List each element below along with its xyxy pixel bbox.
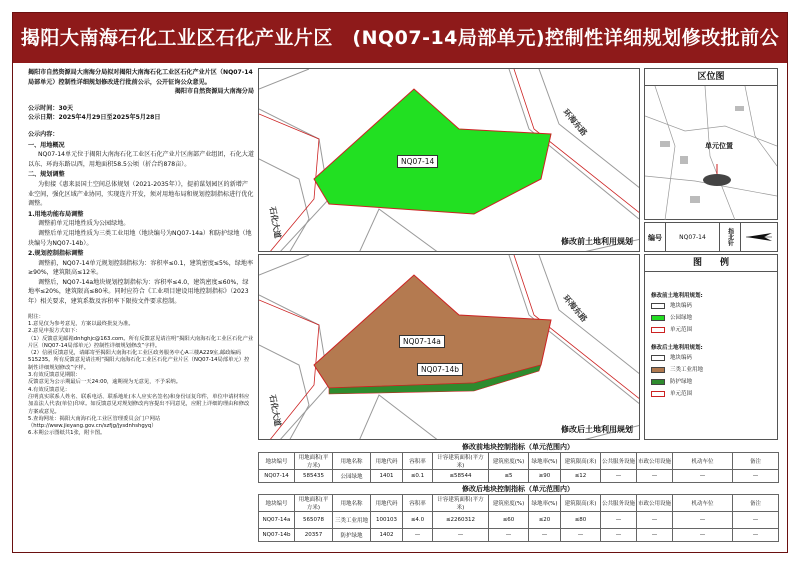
legend-label: 单元范围 <box>670 391 693 397</box>
table-header-row <box>259 495 779 512</box>
table-cell: 585435 <box>295 470 333 483</box>
table-cell: — <box>529 529 561 542</box>
column-header: 市政公用设施 <box>637 453 673 470</box>
section-1-text: NQ07-14单元位于揭阳大南海石化工业区石化产业片区南部产业组团，石化大道以东、环海东路以西，用地面积58.5公顷（折合约878亩）。 <box>28 151 254 168</box>
parcel-tag-after-b: NQ07-14b <box>417 363 463 376</box>
section-2-title: 二、规划调整 <box>28 171 65 179</box>
table-cell: — <box>433 529 489 542</box>
map-after-drawing <box>259 255 640 440</box>
legend-label: 防护绿地 <box>670 379 693 385</box>
note-item: 1.意见仅为参考意见，方案以最终批复为准。 <box>28 320 134 327</box>
table-cell: 1401 <box>371 470 403 483</box>
table-cell: 三类工业用地 <box>333 512 371 529</box>
notice-issuer: 揭阳市自然资源局大南海分局 <box>174 88 254 96</box>
table-after <box>258 494 779 542</box>
legend-label: 单元范围 <box>670 327 693 333</box>
column-header: 容积率 <box>403 495 433 512</box>
section-2-text: 为衔接《惠来县国土空间总体规划（2021-2035年）》，提前谋划园区的新增产业空间，强化区域产业协同，实现连片开发，须对用地布局和规划控制指标进行优化调整。 <box>28 180 254 208</box>
table-header-row <box>259 453 779 470</box>
section-2-1-a: 调整前单元用地性质为公园绿地。 <box>38 220 130 228</box>
table-row <box>259 512 779 529</box>
column-header: 容积率 <box>403 453 433 470</box>
note-item: 注明真实联系人姓名、联系电话、联系地址(本人应实名签名)和身份证复印件，单位申请材料应加盖法人代表(单位)印章。如反馈意见对规划修改内容提出不同意见，应附上详细的理由和修改方案或意见。 <box>28 393 250 415</box>
table-cell: — <box>733 529 779 542</box>
note-item: 3.有效反馈意见期限： <box>28 372 81 379</box>
section-2-2-a: 调整前，NQ07-14单元规划控制指标为：容积率≤0.1，建筑密度≤5%，绿地率≥90%，建筑限高≤12米。 <box>28 259 254 277</box>
column-header: 公共服务设施 <box>601 495 637 512</box>
road-label-east: 环海东路 <box>561 293 589 324</box>
map-before <box>258 68 640 252</box>
legend-before-title: 修改前土地利用规划: <box>651 293 703 299</box>
table-cell: NQ07-14b <box>259 529 295 542</box>
table-cell: ≤5 <box>489 470 529 483</box>
parcel-tag-after-a: NQ07-14a <box>399 335 445 348</box>
section-1-title: 一、用地概况 <box>28 141 65 149</box>
table-cell: 100103 <box>371 512 403 529</box>
legend-swatch <box>651 327 665 333</box>
column-header: 建筑限高(米) <box>561 453 601 470</box>
legend-item <box>651 364 776 376</box>
column-header: 绿地率(%) <box>529 453 561 470</box>
column-header: 公共服务设施 <box>601 453 637 470</box>
column-header: 建筑密度(%) <box>489 495 529 512</box>
table-cell: — <box>733 512 779 529</box>
table-cell: NQ07-14 <box>259 470 295 483</box>
column-header: 机动车位 <box>673 495 733 512</box>
column-header: 机动车位 <box>673 453 733 470</box>
table-cell: — <box>601 529 637 542</box>
table-cell: 公园绿地 <box>333 470 371 483</box>
legend-swatch <box>651 355 665 361</box>
location-map <box>645 86 777 220</box>
north-arrow-icon <box>741 227 777 247</box>
column-header: 地块编号 <box>259 495 295 512</box>
column-header: 市政公用设施 <box>637 495 673 512</box>
table-cell: — <box>733 470 779 483</box>
legend-label: 三类工业用地 <box>670 367 704 373</box>
table-before-caption: 修改前地块控制指标（单元范围内） <box>462 443 574 451</box>
legend-item <box>651 324 776 336</box>
legend-list <box>651 290 776 400</box>
info-key-code: 编号 <box>645 223 666 251</box>
column-header: 用地面积(平方米) <box>295 495 333 512</box>
table-cell: — <box>637 470 673 483</box>
column-header: 建筑密度(%) <box>489 453 529 470</box>
legend-item <box>651 352 776 364</box>
table-cell: — <box>601 512 637 529</box>
table-cell: — <box>637 512 673 529</box>
info-row <box>644 222 778 252</box>
column-header: 绿地率(%) <box>529 495 561 512</box>
legend-swatch <box>651 379 665 385</box>
info-value-code: NQ07-14 <box>666 223 720 251</box>
unit-position-label: 单元位置 <box>705 142 733 150</box>
legend-label: 公园绿地 <box>670 315 693 321</box>
table-cell: NQ07-14a <box>259 512 295 529</box>
table-cell: — <box>561 529 601 542</box>
section-2-1-title: 1.用地功能布局调整 <box>28 210 84 218</box>
table-cell: ≤4.0 <box>403 512 433 529</box>
table-cell: ≤2260312 <box>433 512 489 529</box>
table-cell: 1402 <box>371 529 403 542</box>
column-header: 计容建筑面积(平方米) <box>433 495 489 512</box>
note-item: （2）信函反馈意见，请邮寄至揭阳大南海石化工业区政务服务中心A三楼A229室,邮政编码515235。所有反馈意见请注明“揭阳大南海石化工业区石化产业片区（NQ07-14局部单元）控制性详细规划修改”字样。 <box>28 350 250 371</box>
location-panel <box>644 68 778 220</box>
table-row <box>259 529 779 542</box>
info-key-north: 指北针 <box>720 223 741 251</box>
section-2-1-b: 调整后单元用地性质为三类工业用地（地块编号为NQ07-14a）和防护绿地（地块编号为NQ07-14b）。 <box>28 229 252 247</box>
legend-after-title: 修改后土地利用规划: <box>651 345 703 351</box>
table-cell: — <box>673 512 733 529</box>
note-item: 6.本期公示图纸共1张，附卡图。 <box>28 430 106 437</box>
column-header: 用地代码 <box>371 453 403 470</box>
legend-item <box>651 376 776 388</box>
table-cell: — <box>403 529 433 542</box>
table-before <box>258 452 779 483</box>
poster-title: 揭阳大南海石化工业区石化产业片区 (NQ07-14局部单元)控制性详细规划修改批前公 <box>13 13 787 63</box>
note-item: 4.有效反馈意见： <box>28 386 71 393</box>
road-label-west: 石化大道 <box>267 393 283 428</box>
column-header: 备注 <box>733 495 779 512</box>
column-header: 备注 <box>733 453 779 470</box>
table-cell: — <box>673 470 733 483</box>
notice-period: 公示时间：30天 <box>28 104 74 112</box>
content-title: 公示内容： <box>28 130 59 138</box>
note-item: 2.意见申报方式如下： <box>28 328 81 335</box>
table-cell: ≤58544 <box>433 470 489 483</box>
column-header: 用地名称 <box>333 495 371 512</box>
legend-item <box>651 300 776 312</box>
section-2-2-b: 调整后，NQ07-14a地块规划控制指标为：容积率≤4.0，建筑密度≤60%，绿地率≤20%，建筑限高≤80米。同时应符合《工业项目建设用地控制指标》（2023年）相关要求，建筑系数及容积率下限按文件要求控制。 <box>28 278 249 306</box>
section-2-2-title: 2.规划控制指标调整 <box>28 250 84 258</box>
legend-swatch <box>651 303 665 309</box>
legend-swatch <box>651 367 665 373</box>
legend-item <box>651 312 776 324</box>
table-cell: — <box>601 470 637 483</box>
road-label-west: 石化大道 <box>267 205 283 240</box>
legend-label: 地块编码 <box>670 303 693 309</box>
legend-header: 图 例 <box>645 255 777 272</box>
table-cell: ≤20 <box>529 512 561 529</box>
legend-swatch <box>651 315 665 321</box>
note-item: 反馈意见为公示期最后一天24:00，逾期视为无意见，不予采纳。 <box>28 379 181 386</box>
legend-swatch <box>651 391 665 397</box>
table-cell: 防护绿地 <box>333 529 371 542</box>
map-after <box>258 254 640 440</box>
table-cell: — <box>673 529 733 542</box>
note-item: 5.查询网址：揭阳大南海石化工业区管理委员会门户网站（http://www.jieyang.gov.cn/szfjg/jysdnhshgyq） <box>28 415 161 430</box>
location-header: 区位图 <box>645 69 777 86</box>
table-cell: ≤12 <box>561 470 601 483</box>
table-cell: ≥90 <box>529 470 561 483</box>
column-header: 计容建筑面积(平方米) <box>433 453 489 470</box>
map-after-caption: 修改后土地利用规划 <box>561 425 633 434</box>
table-cell: ≤80 <box>561 512 601 529</box>
table-cell: ≤0.1 <box>403 470 433 483</box>
column-header: 用地面积(平方米) <box>295 453 333 470</box>
table-cell: — <box>489 529 529 542</box>
parcel-tag-before: NQ07-14 <box>397 155 438 168</box>
table-row <box>259 470 779 483</box>
road-label-east: 环海东路 <box>561 107 589 138</box>
column-header: 建筑限高(米) <box>561 495 601 512</box>
notice-column <box>28 68 254 546</box>
table-after-caption: 修改后地块控制指标（单元范围内） <box>462 485 574 493</box>
legend-item <box>651 388 776 400</box>
map-before-drawing <box>259 69 640 252</box>
notice-intro: 揭阳市自然资源局大南海分局拟对揭阳大南海石化工业区石化产业片区（NQ07-14局部单元）控制性详细规划修改进行批前公示，公开征询公众意见。 <box>28 69 253 86</box>
table-cell: ≤60 <box>489 512 529 529</box>
map-before-caption: 修改前土地利用规划 <box>561 237 633 246</box>
notes-title: 附注： <box>28 313 44 320</box>
table-cell: — <box>637 529 673 542</box>
column-header: 地块编号 <box>259 453 295 470</box>
table-cell: 20357 <box>295 529 333 542</box>
column-header: 用地名称 <box>333 453 371 470</box>
note-item: （1）反馈意见邮箱dnhghjc@163.com。所有反馈意见请注明“揭阳大南海石化工业区石化产业片区（NQ07-14局部单元）控制性详细规划修改”字样。 <box>28 335 254 349</box>
table-cell: 565078 <box>295 512 333 529</box>
notice-dates: 公示日期：2025年4月29日至2025年5月28日 <box>28 114 161 122</box>
legend-label: 地块编码 <box>670 355 693 361</box>
column-header: 用地代码 <box>371 495 403 512</box>
